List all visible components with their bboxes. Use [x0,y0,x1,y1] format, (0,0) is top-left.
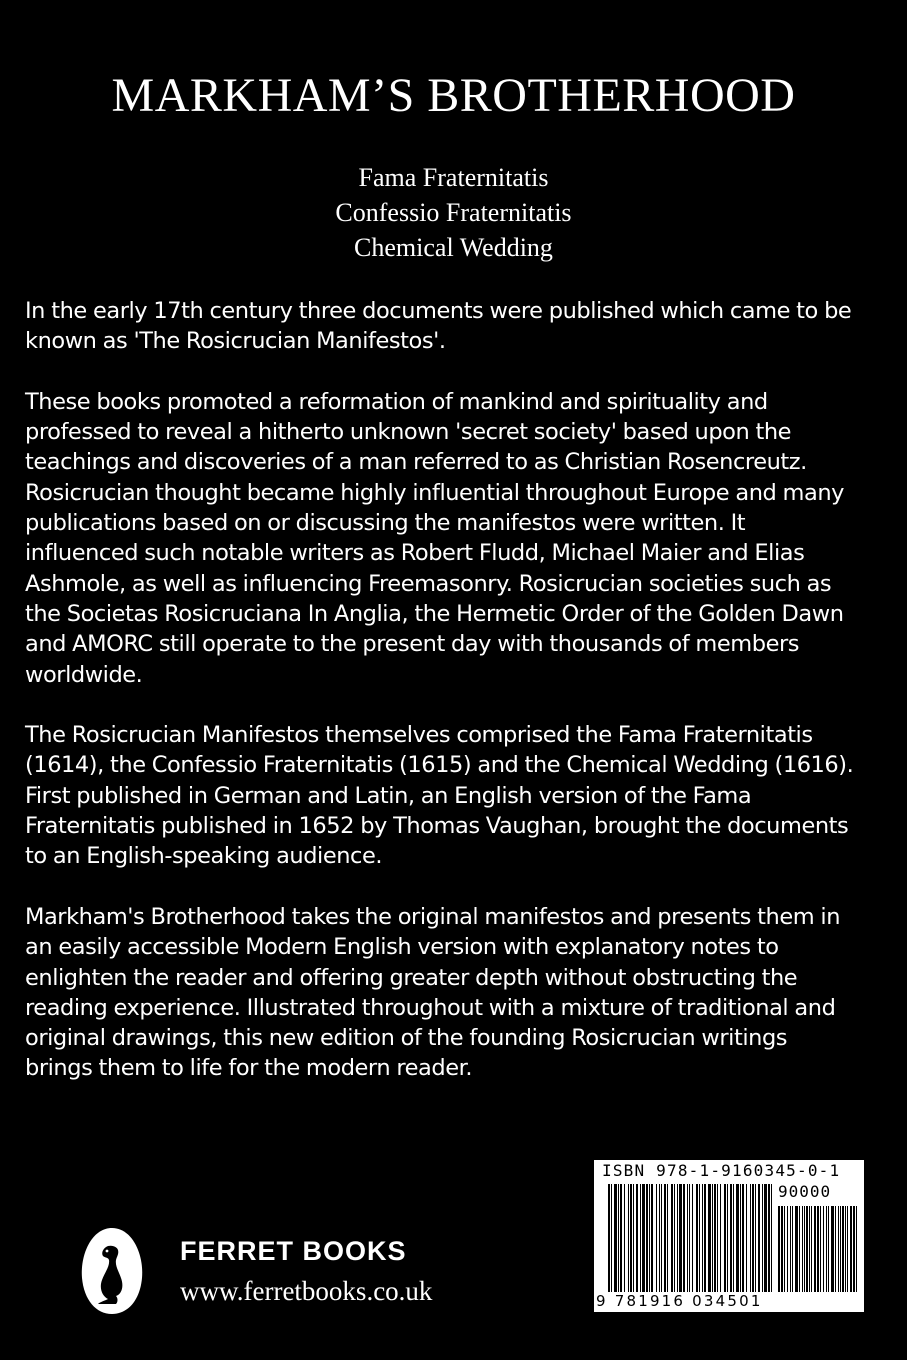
barcode-bar [611,1184,612,1292]
barcode-bar [689,1184,690,1292]
barcode-bar [699,1184,700,1292]
barcode-bar [724,1184,726,1292]
addon-bar [847,1206,848,1292]
addon-bar [838,1206,839,1292]
addon-bar [856,1206,857,1292]
barcode-bar [755,1184,756,1292]
barcode-bar [762,1184,763,1292]
barcode-bar [630,1184,632,1292]
barcode-bar [742,1184,744,1292]
barcode-bar [656,1184,657,1292]
barcode-bar [683,1184,685,1292]
addon-bar [809,1206,810,1292]
blurb-paragraph-1: In the early 17th century three documents were published which came to be known as 'The Rosicrucian Manifestos'. [25,298,852,355]
barcode-bar [733,1184,734,1292]
barcode-bar [667,1184,668,1292]
addon-bar [831,1206,834,1292]
addon-bar [792,1206,793,1292]
addon-bar [820,1206,821,1292]
addon-bar [826,1206,827,1292]
barcode-bar [692,1184,693,1292]
document-list [0,160,907,265]
addon-bar [814,1206,816,1292]
barcode-bar [730,1184,732,1292]
barcode-bar [746,1184,747,1292]
barcode-bar [714,1184,716,1292]
barcode-bar [649,1184,650,1292]
barcode-bar [674,1184,675,1292]
barcode-bar [758,1184,760,1292]
barcode-bar [661,1184,662,1292]
isbn-label: ISBN 978-1-9160345-0-1 [602,1161,841,1180]
price-code: 90000 [778,1182,832,1201]
barcode-bar [618,1184,619,1292]
addon-bar [787,1206,788,1292]
book-title: MARKHAM’S BROTHERHOOD [111,69,796,122]
barcode-bar [640,1184,641,1292]
ean-digits: 9 781916 034501 [596,1292,763,1310]
addon-bar [840,1206,841,1292]
addon-bar [828,1206,829,1292]
barcode-bar [620,1184,622,1292]
addon-bar [850,1206,852,1292]
barcode-bar [712,1184,713,1292]
barcode-bar [740,1184,741,1292]
barcode-bar [702,1184,703,1292]
addon-bar [804,1206,805,1292]
barcode-bar [696,1184,698,1292]
blurb-paragraph-4: Markham's Brotherhood takes the original manifestos and presents them in an easily accessible Modern English version with explanatory notes to enlighten the reader and offering greater depth without obstructing the reading experience. Illustrated throughout with a mixture of traditional and original drawings, this new edition of the founding Rosicrucian writings brings them to life for the modern reader. [25,903,841,1082]
addon-bar [842,1206,844,1292]
barcode-bar [679,1184,682,1292]
addon-bar [835,1206,836,1292]
addon-bar [823,1206,824,1292]
barcode-bar [687,1184,688,1292]
publisher-block [78,1218,498,1318]
barcode-bar [671,1184,673,1292]
addon-bar [845,1206,846,1292]
barcode-bar [771,1184,772,1292]
barcode-bar [704,1184,706,1292]
blurb-paragraph-2: These books promoted a reformation of mankind and spirituality and professed to reveal a hitherto unknown 'secret society' based upon the teachings and discoveries of a man referred to as Christian Rosencreutz. Rosicrucian thought became highly influential throughout Europe and many publications based on or discussing the manifestos were written. It influenced such notable writers as Robert Fludd, Michael Maier and Elias Ashmole, as well as influencing Freemasonry. Rosicrucian societies such as the Societas Rosicruciana In Anglia, the Hermetic Order of the Golden Dawn and AMORC still operate to the present day with thousands of members worldwide. [25,388,845,688]
addon-bar [781,1206,783,1292]
barcode-bar [624,1184,625,1292]
barcode-bar [727,1184,728,1292]
subtitle-chemical-wedding: Chemical Wedding [354,233,553,262]
barcode-bar [750,1184,751,1292]
addon-bar [806,1206,808,1292]
barcode-bar [646,1184,648,1292]
addon-bar [778,1206,780,1292]
addon-bar [799,1206,800,1292]
barcode-bar [708,1184,711,1292]
barcode-bar [720,1184,721,1292]
blurb-paragraph-3: The Rosicrucian Manifestos themselves comprised the Fama Fraternitatis (1614), the Confessio Fraternitatis (1615) and the Chemical Wedding (1616). First published in German and Latin, an English version of the Fama Fraternitatis published in 1652 by Thomas Vaughan, brought the documents to an English-speaking audience. [25,722,854,870]
addon-bar [817,1206,819,1292]
publisher-url[interactable]: www.ferretbooks.co.uk [180,1276,433,1306]
barcode-bar [651,1184,653,1292]
subtitle-confessio: Confessio Fraternitatis [335,198,572,227]
barcode-bar [768,1184,770,1292]
barcode-bar [659,1184,660,1292]
barcode-bar [642,1184,645,1292]
barcode-bar [717,1184,718,1292]
addon-bar [853,1206,855,1292]
publisher-name: FERRET BOOKS [180,1236,407,1266]
addon-bar [802,1206,803,1292]
barcode-bar [677,1184,678,1292]
barcode-bar [764,1184,767,1292]
addon-bar [784,1206,785,1292]
barcode-bar [664,1184,666,1292]
barcode-bar [614,1184,617,1292]
addon-bar [790,1206,791,1292]
barcode-bar [633,1184,634,1292]
barcode-bar [628,1184,629,1292]
barcode-bar [752,1184,754,1292]
addon-bar [795,1206,798,1292]
addon-bar [811,1206,812,1292]
isbn-barcode [594,1160,864,1312]
ferret-logo-icon [78,1226,146,1316]
barcode-bar [736,1184,739,1292]
blurb [25,296,855,1114]
barcode-bar [608,1184,610,1292]
subtitle-fama: Fama Fraternitatis [358,163,549,192]
barcode-bar [636,1184,638,1292]
